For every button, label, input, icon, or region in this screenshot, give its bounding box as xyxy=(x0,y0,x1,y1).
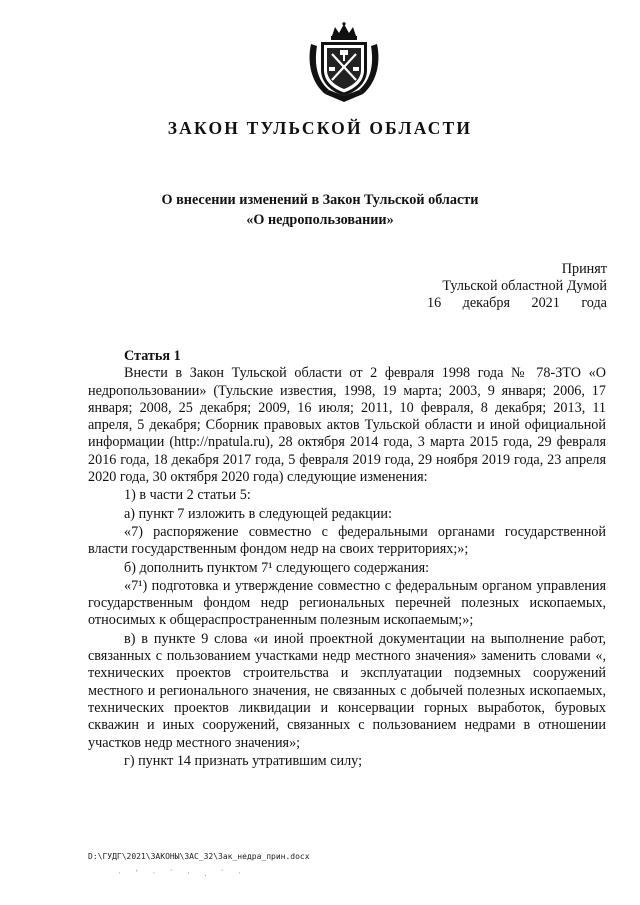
law-title: ЗАКОН ТУЛЬСКОЙ ОБЛАСТИ xyxy=(167,118,473,138)
article-paragraph: а) пункт 7 изложить в следующей редакции: xyxy=(124,505,392,522)
adoption-line-2: Тульской областной Думой xyxy=(442,278,607,294)
tula-coat-of-arms-icon xyxy=(305,22,383,104)
adoption-month: декабря xyxy=(462,295,510,311)
article-paragraph: «7¹) подготовка и утверждение совместно с федеральным органом управления государственным фондом недр региональных перечней полезных ископаемых, относимых к общераспространенным полезным ископаемым;»; xyxy=(88,577,606,629)
adoption-line-1: Принят xyxy=(561,261,607,277)
article-paragraph: «7) распоряжение совместно с федеральными органами государственной власти государственным фондом недр на своих территориях;»; xyxy=(88,523,606,558)
article-paragraph: Внести в Закон Тульской области от 2 февраля 1998 года № 78-ЗТО «О недропользовании» (Тульские известия, 1998, 19 марта; 2003, 9 января; 2006, 17 января; 2008, 25 декабря; 2009, 16 июля; 2011, 10 февраля, 8 декабря; 2013, 11 апреля, 5 декабря; Сборник правовых актов Тульской области и иной официальной информации (http://npatula.ru), 28 октября 2014 года, 3 марта 2015 года, 29 февраля 2016 года, 18 декабря 2017 года, 5 февраля 2019 года, 29 ноября 2019 года, 23 апреля 2020 года, 30 октября 2020 года) следующие изменения: xyxy=(88,365,606,486)
scan-specks: · ʼ · ˊ · . ˋ · xyxy=(118,868,247,878)
article-paragraph: 1) в части 2 статьи 5: xyxy=(124,487,251,504)
adoption-year: 2021 xyxy=(531,295,560,311)
adoption-day: 16 xyxy=(427,295,442,311)
adoption-block xyxy=(427,261,607,312)
adoption-date xyxy=(427,295,607,312)
article-paragraph: в) в пункте 9 слова «и иной проектной документации на выполнение работ, связанных с пользованием участками недр местного значения» заменить словами «, технических проектов строительства и эксплуатации подземных сооружений местного и регионального значения, не связанных с добычей полезных ископаемых, технических проектов ликвидации и консервации горных выработок, буровых скважин и иных сооружений, связанных с пользованием недрами в отношении участков недр местного значения»; xyxy=(88,630,606,751)
article-paragraph: б) дополнить пунктом 7¹ следующего содержания: xyxy=(124,559,430,576)
article-heading: Статья 1 xyxy=(124,348,181,364)
law-subject-line-1: О внесении изменений в Закон Тульской области xyxy=(161,192,479,208)
adoption-year-word: года xyxy=(581,295,607,311)
article-paragraph: г) пункт 14 признать утратившим силу; xyxy=(124,752,363,769)
law-subject xyxy=(0,190,640,230)
law-subject-line-2: «О недропользовании» xyxy=(246,212,394,228)
article-body xyxy=(88,348,606,770)
file-path-footer: D:\ГУДГ\2021\ЗАКОНЫ\ЗАС_32\Зак_недра_прин.docx xyxy=(88,852,310,861)
